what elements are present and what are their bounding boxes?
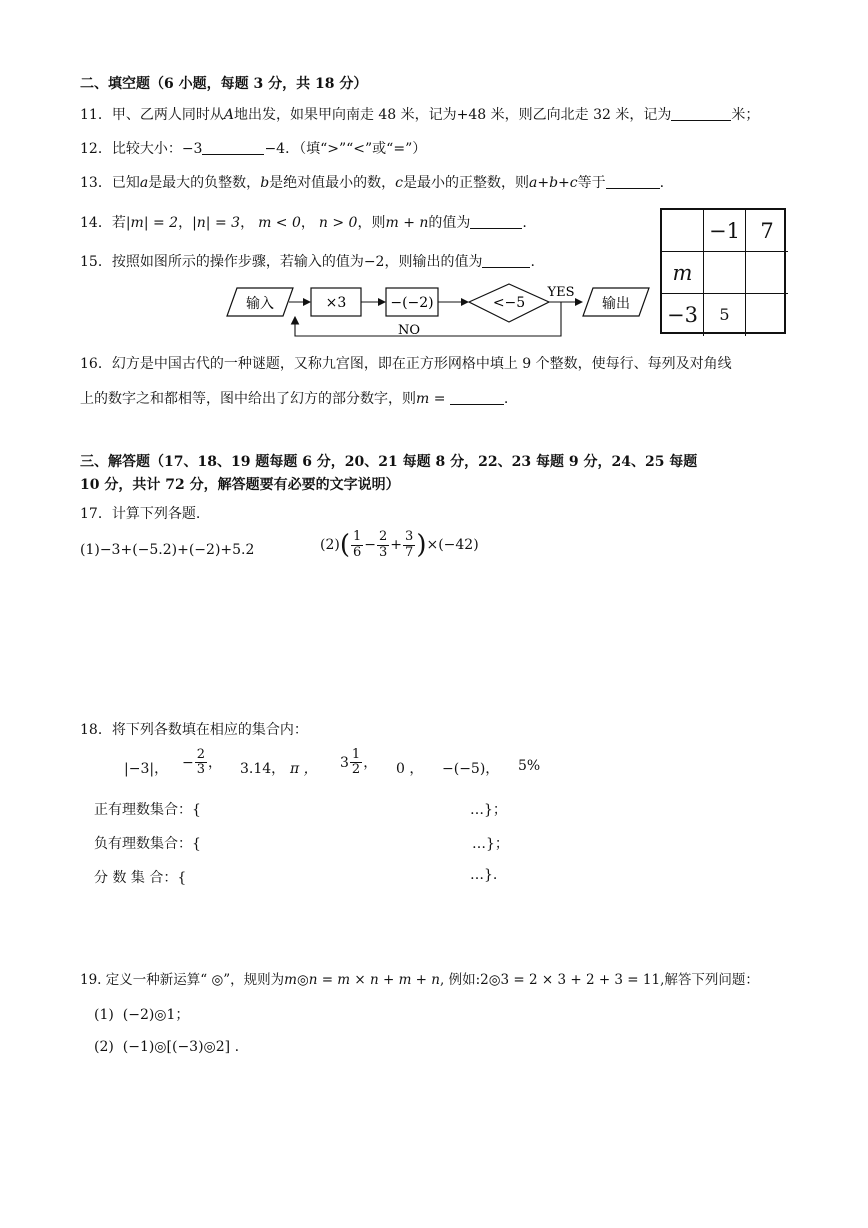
q19-example: 2◎3 = 2 × 3 + 2 + 3 = 11 — [480, 972, 661, 988]
q13-text-b: 是最大的负整数， — [148, 175, 261, 191]
q13-answer-blank[interactable] — [606, 174, 660, 189]
magic-square-grid — [660, 208, 786, 334]
magic-cell-2: −1 — [704, 210, 746, 252]
set-fraction-end: …}. — [470, 867, 498, 883]
set-positive-rational-end: …}； — [470, 802, 507, 818]
q12-text-a: 12．比较大小：−3 — [80, 141, 203, 157]
q11-text-c: 米； — [731, 107, 760, 123]
set-positive-rational-label: 正有理数集合：{ — [94, 802, 201, 818]
question-16-line-1: 16．幻方是中国古代的一种谜题，又称九宫图，即在正方形网格中填上 9 个整数，使每行、每列及对角线 — [80, 356, 732, 372]
q14-text-c: 的值为 — [428, 215, 471, 231]
q16-text-a: 上的数字之和都相等，图中给出了幻方的部分数字，则 — [80, 391, 416, 407]
q14-text-d: . — [522, 215, 527, 231]
q16-text-end: . — [503, 391, 509, 407]
section-2-header: 二、填空题（6 小题，每题 3 分，共 18 分） — [80, 76, 368, 92]
q17-part-2: (2)( $\frac{1}{6}$ − $\frac{2}{3}$ + $\frac{3}{7}$ )×(−42) — [320, 529, 479, 560]
q13-text-e: 等于 — [577, 175, 606, 191]
q18-num-decimal: 3.14， — [240, 761, 286, 777]
q13-text-a: 13．已知 — [80, 175, 140, 191]
q15-text-a: 15．按照如图所示的操作步骤，若输入的值为−2，则输出的值为 — [80, 254, 483, 270]
q13-text-c: 是绝对值最小的数， — [269, 175, 396, 191]
q14-cond-n-pos: n > 0 — [318, 215, 358, 231]
q17-2-tail: ×(−42) — [426, 537, 479, 553]
set-negative-rational-label: 负有理数集合：{ — [94, 836, 201, 852]
q14-answer-blank[interactable] — [470, 214, 522, 229]
q14-cond-n: |n| = 3 — [192, 215, 241, 231]
question-14: 14．若|m| = 2，|n| = 3， m < 0， n > 0，则m + n的值为 . — [80, 215, 527, 231]
flowchart — [225, 278, 655, 348]
question-15 — [80, 251, 535, 271]
q19-2-expression: (−1)◎[(−3)◎2] . — [122, 1039, 240, 1055]
magic-cell-7: −3 — [662, 294, 704, 336]
q17-part-1: (1)−3+(−5.2)+(−2)+5.2 — [80, 542, 255, 558]
q14-cond-m-neg: m < 0 — [258, 215, 301, 231]
magic-cell-8: 5 — [704, 294, 746, 336]
q19-part-1 — [94, 1004, 189, 1024]
q19-rule: m◎n = m × n + m + n — [284, 972, 440, 988]
flow-input-node — [227, 288, 293, 316]
q14-expression: m + n — [385, 215, 429, 231]
q11-answer-blank[interactable] — [671, 106, 731, 121]
q17-2-fraction-3: $\frac{3}{7}$ — [405, 529, 414, 560]
q14-text-b: ，则 — [357, 215, 386, 231]
q16-answer-blank[interactable] — [450, 390, 504, 405]
flow-subtract-label: −(−2) — [390, 295, 434, 311]
q19-text-a: 19. 定义一种新运算“ ◎”，规则为 — [80, 972, 285, 988]
q17-2-fraction-2: $\frac{2}{3}$ — [379, 529, 388, 560]
q13-text-f: . — [659, 175, 665, 191]
q18-number-list — [124, 748, 564, 788]
flow-input-label: 输入 — [246, 296, 274, 312]
question-16-line-2 — [80, 388, 508, 408]
q12-text-b: −4．（填“>”“<”或“=”） — [264, 141, 427, 157]
q19-part-2 — [94, 1039, 239, 1055]
q15-answer-blank[interactable] — [482, 253, 530, 268]
q15-text-b: . — [530, 254, 535, 270]
q13-expression: a+b+c — [529, 175, 578, 191]
q18-num-zero: 0 ， — [396, 761, 424, 777]
question-19 — [80, 968, 759, 988]
q17-2-plus: + — [390, 537, 403, 553]
q16-equals: = — [429, 391, 450, 407]
q19-2-label: (2) — [94, 1039, 114, 1055]
question-11 — [80, 104, 759, 124]
question-17: 17．计算下列各题. — [80, 506, 201, 522]
q17-2-fraction-1: $\frac{1}{6}$ — [353, 529, 362, 560]
flow-multiply-node — [311, 288, 361, 316]
flow-subtract-node — [386, 288, 438, 316]
set-fraction-label: 分 数 集 合：{ — [94, 870, 187, 886]
section-3-header-line-2: 10 分，共计 72 分，解答题要有必要的文字说明） — [80, 477, 400, 493]
set-negative-rational-end: …}； — [472, 836, 509, 852]
flow-no-label: NO — [397, 323, 421, 338]
flow-output-label: 输出 — [602, 296, 630, 312]
q13-var-b: b — [260, 175, 270, 191]
q12-answer-blank[interactable] — [202, 140, 264, 155]
question-18: 18．将下列各数填在相应的集合内： — [80, 722, 308, 738]
q11-text-b: 地出发，如果甲向南走 48 米，记为+48 米，则乙向北走 32 米，记为 — [233, 107, 672, 123]
q14-text-a: 14．若 — [80, 215, 126, 231]
flow-yes-label: YES — [547, 285, 575, 300]
flow-multiply-label: ×3 — [325, 295, 347, 311]
magic-cell-6 — [746, 252, 788, 294]
q19-1-label: (1) — [94, 1007, 114, 1023]
q19-1-expression: (−2)◎1； — [122, 1007, 190, 1023]
flow-condition-label: <−5 — [492, 295, 526, 311]
flow-output-node — [583, 288, 649, 316]
q11-var-a: A — [223, 107, 234, 123]
question-12 — [80, 138, 426, 158]
section-3-header-line-1: 三、解答题（17、18、19 题每题 6 分，20、21 每题 8 分，22、23 每题 9 分，24、25 每题 — [80, 454, 698, 470]
q18-num-mixed: 3 $\frac{1}{2}$ ， — [340, 747, 378, 778]
q18-num-abs: |−3|， — [124, 761, 169, 777]
q18-num-percent: 5% — [518, 758, 541, 774]
q14-cond-m: |m| = 2 — [125, 215, 179, 231]
q18-num-neg-neg: −(−5)， — [442, 761, 500, 777]
magic-cell-9 — [746, 294, 788, 336]
q13-var-a: a — [139, 175, 149, 191]
magic-cell-3: 7 — [746, 210, 788, 252]
magic-cell-5 — [704, 252, 746, 294]
q18-num-pi: π ， — [290, 761, 318, 777]
question-13 — [80, 172, 664, 192]
magic-cell-4: m — [662, 252, 704, 294]
q13-text-d: 是最小的正整数，则 — [403, 175, 529, 191]
magic-cell-1 — [662, 210, 704, 252]
flow-condition-node — [469, 284, 549, 322]
q11-text-a: 11．甲、乙两人同时从 — [80, 107, 224, 123]
q17-2-minus: − — [364, 537, 377, 553]
q19-text-b: , 例如: — [439, 972, 481, 988]
q17-2-label: (2) — [320, 537, 340, 553]
q19-text-c: ,解答下列问题： — [660, 972, 759, 988]
q16-var-m: m — [416, 391, 430, 407]
q18-num-frac: − $\frac{2}{3}$ ， — [182, 747, 223, 778]
q13-var-c: c — [395, 175, 403, 191]
